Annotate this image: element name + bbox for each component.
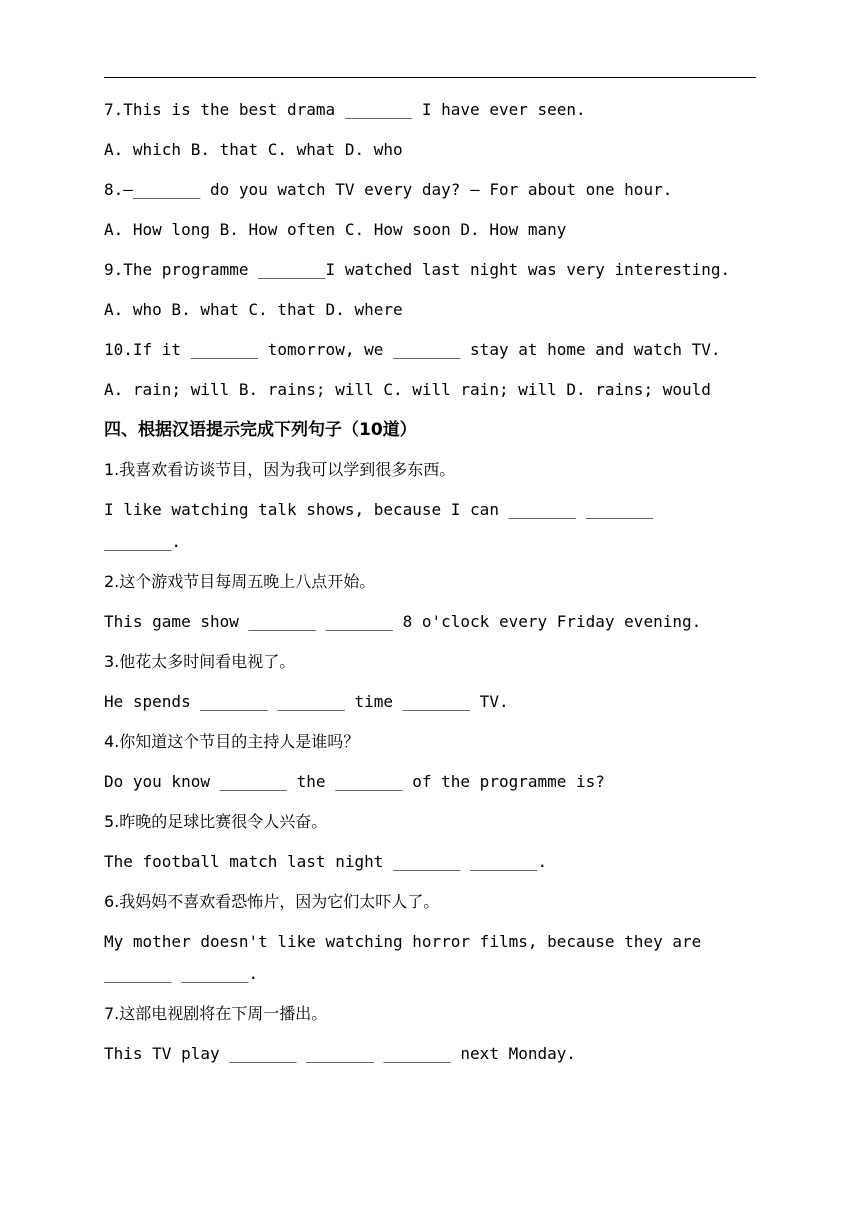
- sentence-3-chinese: 3.他花太多时间看电视了。: [104, 652, 296, 671]
- options-9: A. who B. what C. that D. where: [104, 300, 403, 319]
- sentence-6-chinese: 6.我妈妈不喜欢看恐怖片，因为它们太吓人了。: [104, 892, 440, 911]
- sentence-4-english: Do you know _______ the _______ of the programme is?: [104, 772, 605, 791]
- sentence-4-chinese: 4.你知道这个节目的主持人是谁吗？: [104, 732, 360, 751]
- page-content: [104, 100, 784, 1084]
- question-10: 10.If it _______ tomorrow, we _______ stay at home and watch TV.: [104, 340, 721, 359]
- sentence-5-english: The football match last night _______ _______.: [104, 852, 548, 871]
- sentence-6-english: My mother doesn't like watching horror films, because they are _______ _______.: [104, 932, 711, 983]
- sentence-1-english: I like watching talk shows, because I can _______ _______ _______.: [104, 500, 663, 551]
- sentence-2-chinese: 2.这个游戏节目每周五晚上八点开始。: [104, 572, 376, 591]
- question-7: 7.This is the best drama _______ I have ever seen.: [104, 100, 586, 119]
- options-8: A. How long B. How often C. How soon D. How many: [104, 220, 567, 239]
- sentence-7-chinese: 7.这部电视剧将在下周一播出。: [104, 1004, 328, 1023]
- section-4-heading: 四、根据汉语提示完成下列句子（10道）: [104, 420, 417, 440]
- options-7: A. which B. that C. what D. who: [104, 140, 403, 159]
- options-10: A. rain; will B. rains; will C. will rain; will D. rains; would: [104, 380, 711, 399]
- sentence-2-english: This game show _______ _______ 8 o'clock every Friday evening.: [104, 612, 702, 631]
- question-9: 9.The programme _______I watched last night was very interesting.: [104, 260, 731, 279]
- sentence-3-english: He spends _______ _______ time _______ TV.: [104, 692, 509, 711]
- question-8: 8.—_______ do you watch TV every day? — For about one hour.: [104, 180, 673, 199]
- header-rule: [104, 77, 756, 78]
- sentence-7-english: This TV play _______ _______ _______ next Monday.: [104, 1044, 577, 1063]
- sentence-5-chinese: 5.昨晚的足球比赛很令人兴奋。: [104, 812, 328, 831]
- sentence-1-chinese: 1.我喜欢看访谈节目，因为我可以学到很多东西。: [104, 460, 456, 479]
